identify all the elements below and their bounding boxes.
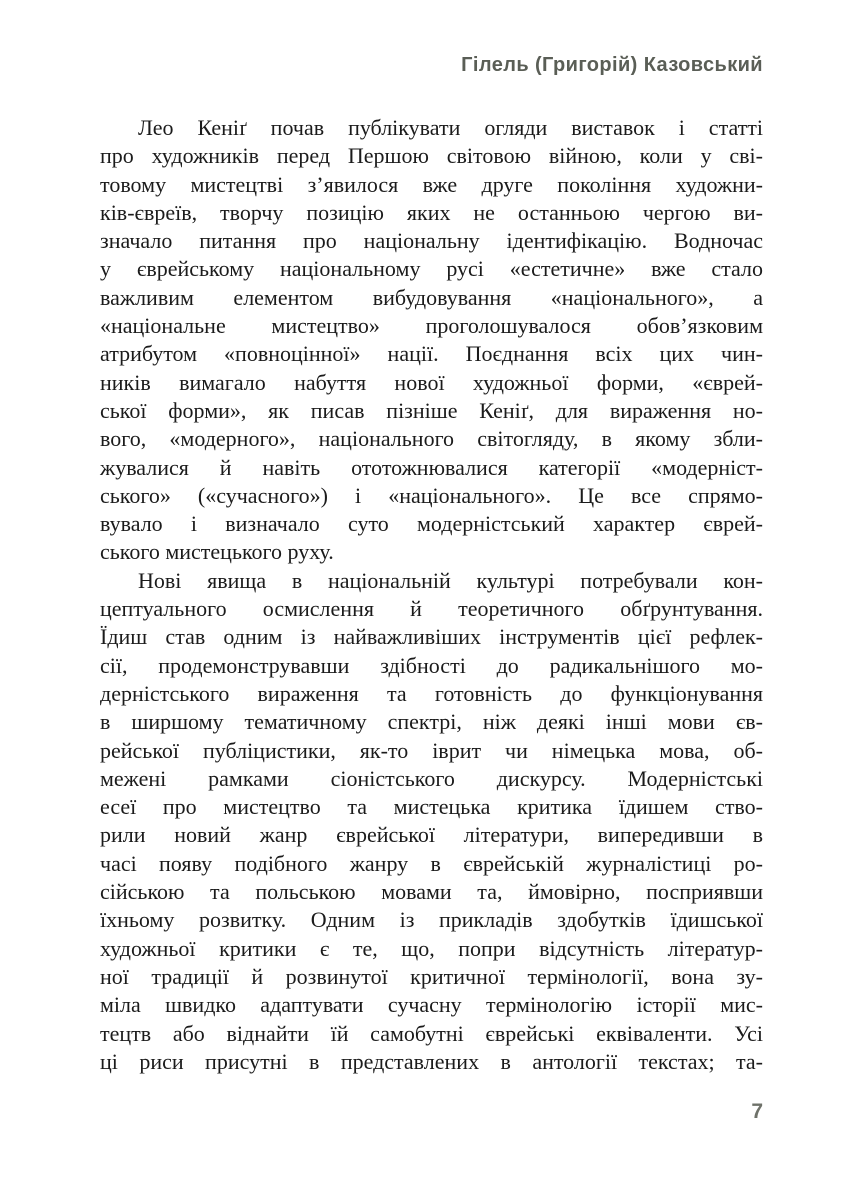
text-line: рили новий жанр єврейської літератури, випередивши в	[100, 822, 763, 848]
page-body	[100, 114, 763, 1076]
text-line: ської форми», як писав пізніше Кеніґ, для вираження но-	[100, 397, 763, 423]
text-line: тецтв або віднайти їй самобутні єврейські еквіваленти. Усі	[100, 1020, 763, 1046]
text-line: міла швидко адаптувати сучасну термінологію історії мис-	[100, 992, 763, 1018]
text-line: сійською та польською мовами та, ймовірно, посприявши	[100, 879, 763, 905]
text-line: есеї про мистецтво та мистецька критика їдишем ство-	[100, 794, 763, 820]
text-line: сії, продемонструвавши здібності до радикальнішого мо-	[100, 652, 763, 678]
text-line: у єврейському національному русі «естетичне» вже стало	[100, 256, 763, 282]
text-line: значало питання про національну ідентифікацію. Водночас	[100, 228, 763, 254]
text-line: атрибутом «повноцінної» нації. Поєднання всіх цих чин-	[100, 341, 763, 367]
text-line: рейської публіцистики, як-то іврит чи німецька мова, об-	[100, 737, 763, 763]
text-line: товому мистецтві з’явилося вже друге покоління художни-	[100, 171, 763, 197]
page-number: 7	[751, 1100, 763, 1123]
running-header: Гілель (Григорій) Казовський	[461, 54, 763, 76]
text-line: жувалися й навіть ототожнювалися категорії «модерніст-	[100, 454, 763, 480]
text-line: в ширшому тематичному спектрі, ніж деякі інші мови єв-	[100, 709, 763, 735]
text-line: цептуального осмислення й теоретичного обґрунтування.	[100, 596, 763, 622]
text-line: межені рамками сіоністського дискурсу. Модерністські	[100, 765, 763, 791]
text-line: важливим елементом вибудовування «національного», а	[100, 284, 763, 310]
text-line: їхньому розвитку. Одним із прикладів здобутків їдишської	[100, 907, 763, 933]
text-line: художньої критики є те, що, попри відсутність літератур-	[100, 935, 763, 961]
text-line: вого, «модерного», національного світогляду, в якому збли-	[100, 426, 763, 452]
text-line: «національне мистецтво» проголошувалося обов’язковим	[100, 313, 763, 339]
text-line: ці риси присутні в представлених в антології текстах; та-	[100, 1048, 763, 1074]
text-line: ського» («сучасного») і «національного». Це все спрямо-	[100, 482, 763, 508]
text-line: дерністського вираження та готовність до функціонування	[100, 680, 763, 706]
text-line: ної традиції й розвинутої критичної термінології, вона зу-	[100, 963, 763, 989]
text-line: Лео Кеніґ почав публікувати огляди виставок і статті	[138, 115, 763, 140]
text-line: ників вимагало набуття нової художньої форми, «єврей-	[100, 369, 763, 395]
text-line: Їдиш став одним із найважливіших інструментів цієї рефлек-	[100, 624, 763, 650]
text-line: часі появу подібного жанру в єврейській журналістиці ро-	[100, 850, 763, 876]
text-line: ків-євреїв, творчу позицію яких не останньою чергою ви-	[100, 199, 763, 225]
text-line: про художників перед Першою світовою війною, коли у сві-	[100, 143, 763, 169]
text-line: вувало і визначало суто модерністський характер єврей-	[100, 511, 763, 537]
text-line: ського мистецького руху.	[100, 539, 334, 565]
text-line: Нові явища в національній культурі потребували кон-	[138, 567, 763, 593]
